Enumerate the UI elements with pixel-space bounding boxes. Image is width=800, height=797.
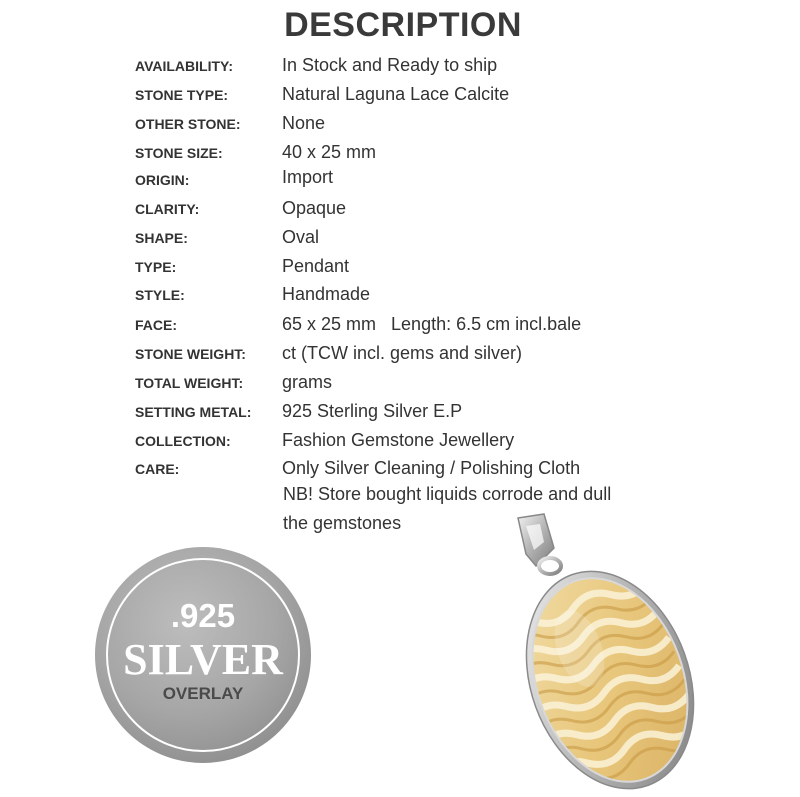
spec-value: Natural Laguna Lace Calcite: [282, 84, 510, 104]
spec-value: Handmade: [282, 284, 371, 304]
spec-label: TOTAL WEIGHT:: [135, 375, 244, 391]
spec-row-total-weight: [0, 369, 800, 395]
pendant-image: [500, 508, 700, 797]
spec-row-stone-type: [0, 81, 800, 107]
spec-label: OTHER STONE:: [135, 116, 241, 132]
spec-value: In Stock and Ready to ship: [282, 55, 498, 75]
spec-row-face: [0, 311, 800, 337]
spec-label: AVAILABILITY:: [135, 58, 233, 74]
spec-row-stone-size: [0, 139, 800, 165]
spec-value: Fashion Gemstone Jewellery: [282, 430, 515, 450]
spec-value: None: [282, 113, 326, 133]
spec-row-collection: [0, 427, 800, 453]
spec-label: CLARITY:: [135, 201, 200, 217]
spec-row-other-stone: [0, 110, 800, 136]
badge-925-text: .925: [170, 597, 236, 634]
spec-row-origin: [0, 166, 800, 192]
care-note-line: the gemstones: [283, 513, 402, 533]
spec-label: STYLE:: [135, 287, 185, 303]
spec-value: Import: [282, 167, 334, 187]
spec-label: CARE:: [135, 461, 180, 477]
spec-row-clarity: [0, 195, 800, 221]
spec-row-stone-weight: [0, 340, 800, 366]
spec-value: Opaque: [282, 198, 347, 218]
spec-row-care: [0, 455, 800, 481]
badge-silver-text: SILVER: [123, 635, 283, 684]
spec-label: STONE WEIGHT:: [135, 346, 246, 362]
spec-label: COLLECTION:: [135, 433, 231, 449]
spec-row-shape: [0, 224, 800, 250]
badge-overlay-text: OVERLAY: [162, 684, 244, 703]
spec-label: STONE SIZE:: [135, 145, 223, 161]
spec-row-style: [0, 281, 800, 307]
page-title: DESCRIPTION: [284, 6, 522, 44]
spec-value: Pendant: [282, 256, 350, 276]
spec-label: STONE TYPE:: [135, 87, 229, 103]
spec-label: SHAPE:: [135, 230, 188, 246]
spec-value: 925 Sterling Silver E.P: [282, 401, 463, 421]
spec-value: Oval: [282, 227, 320, 247]
spec-value: 65 x 25 mm Length: 6.5 cm incl.bale: [282, 314, 582, 334]
spec-row-type: [0, 253, 800, 279]
spec-value: Only Silver Cleaning / Polishing Cloth: [282, 458, 581, 478]
care-note-line: NB! Store bought liquids corrode and dull: [283, 484, 612, 504]
spec-label: ORIGIN:: [135, 172, 190, 188]
spec-row-setting-metal: [0, 398, 800, 424]
spec-label: FACE:: [135, 317, 177, 333]
spec-value: grams: [282, 372, 333, 392]
spec-label: TYPE:: [135, 259, 177, 275]
spec-value: ct (TCW incl. gems and silver): [282, 343, 523, 363]
spec-row-availability: [0, 52, 800, 78]
spec-value: 40 x 25 mm: [282, 142, 377, 162]
spec-label: SETTING METAL:: [135, 404, 252, 420]
